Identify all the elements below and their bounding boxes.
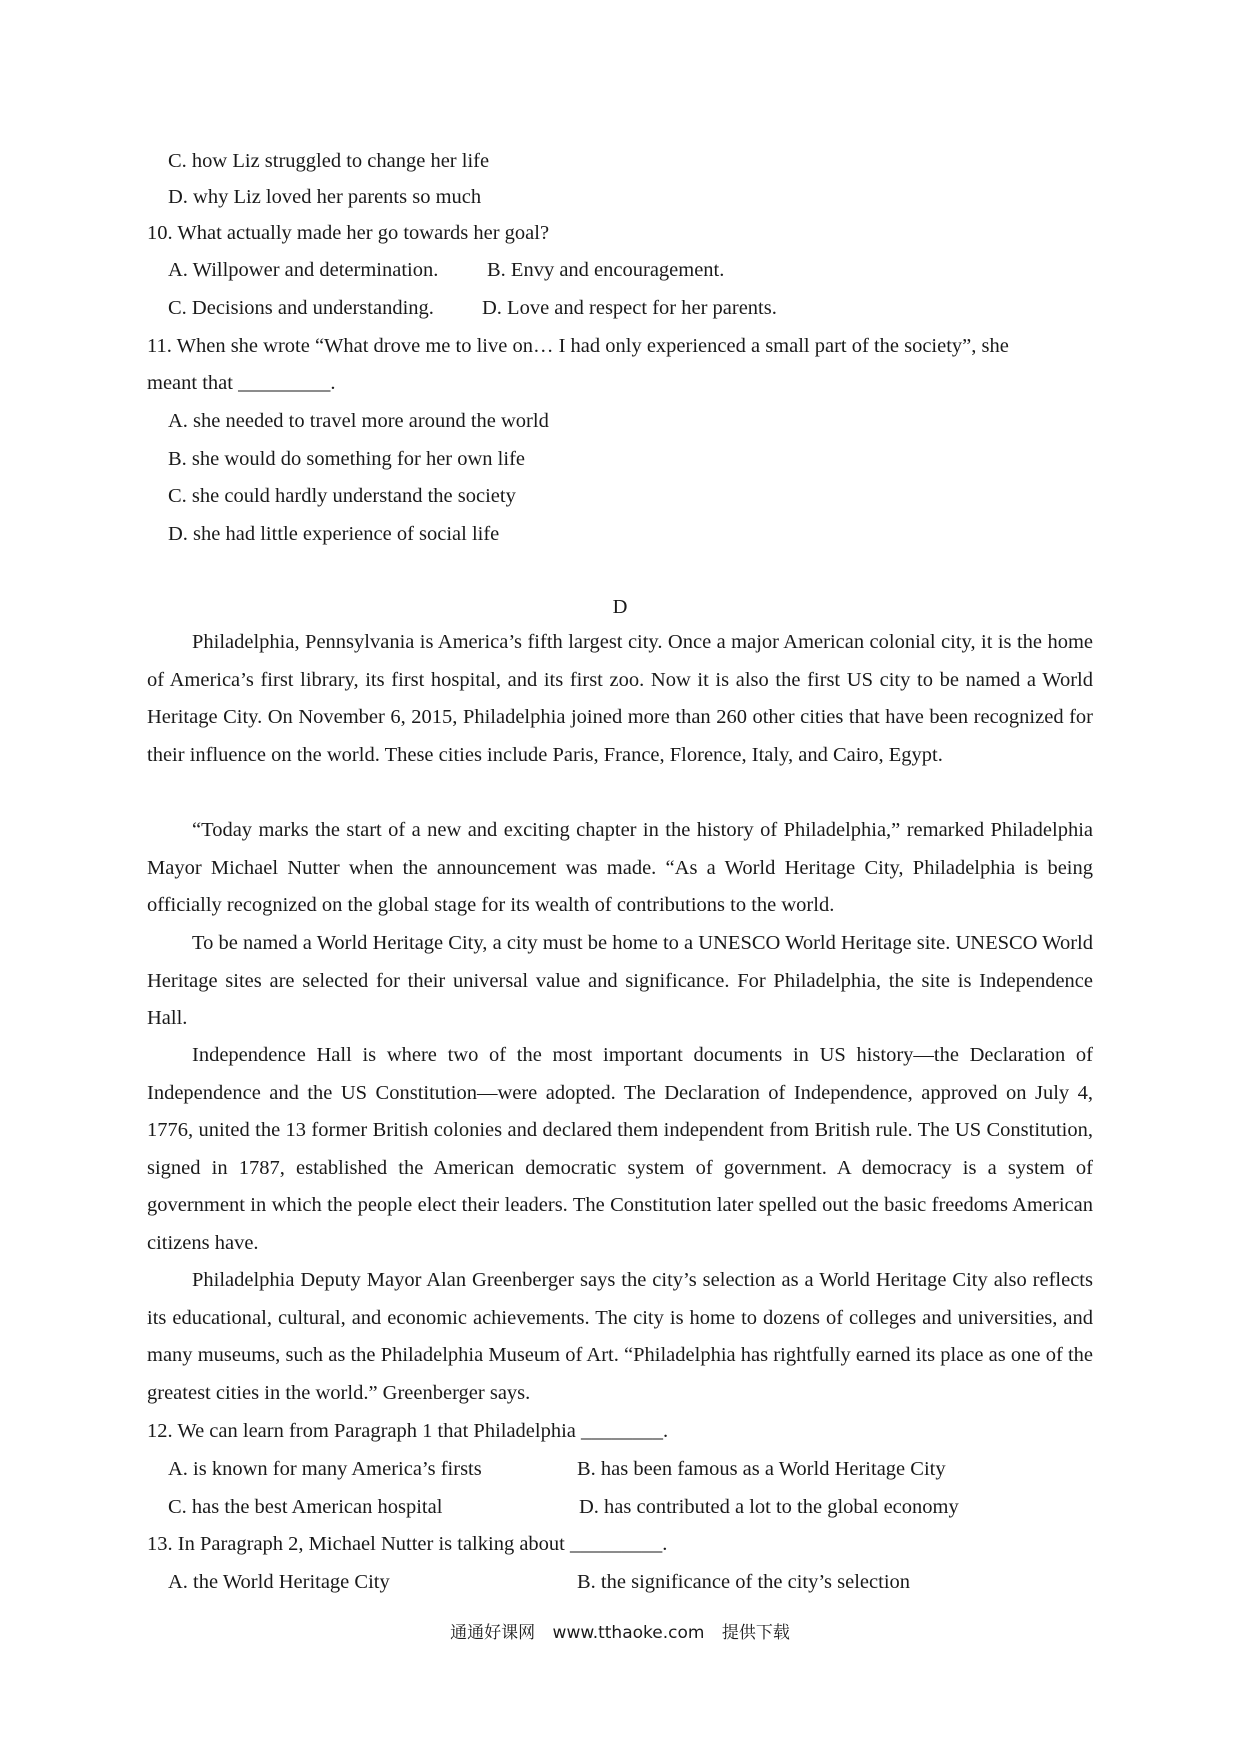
question-12-option-b: B. has been famous as a World Heritage City bbox=[577, 1458, 946, 1480]
option-c-prev: C. how Liz struggled to change her life bbox=[168, 150, 490, 172]
page-footer bbox=[0, 1618, 1240, 1643]
question-12-option-c: C. has the best American hospital bbox=[168, 1496, 443, 1518]
option-d-prev: D. why Liz loved her parents so much bbox=[168, 186, 482, 208]
question-13-option-a: A. the World Heritage City bbox=[168, 1571, 390, 1593]
footer-site-name: 通通好课网 bbox=[450, 1623, 536, 1643]
section-title: D bbox=[612, 596, 628, 618]
passage-paragraph-2: “Today marks the start of a new and exciting chapter in the history of Philadelphia,” remarked Philadelphia Mayor Michael Nutter when the announcement was made. “As a World Heritage City, Philadelphia is being officially recognized on the global stage for its wealth of contributions to the world. bbox=[147, 819, 1093, 917]
question-10-option-a: A. Willpower and determination. bbox=[168, 259, 439, 281]
question-10-stem: 10. What actually made her go towards her goal? bbox=[147, 222, 550, 244]
question-12-option-a: A. is known for many America’s firsts bbox=[168, 1458, 482, 1480]
footer-note: 提供下载 bbox=[721, 1623, 790, 1643]
question-12-stem: 12. We can learn from Paragraph 1 that Philadelphia ________. bbox=[147, 1420, 669, 1442]
question-10-option-c: C. Decisions and understanding. bbox=[168, 297, 434, 319]
question-13-stem: 13. In Paragraph 2, Michael Nutter is talking about _________. bbox=[147, 1533, 668, 1555]
question-11-option-a: A. she needed to travel more around the world bbox=[168, 410, 549, 432]
question-11-option-c: C. she could hardly understand the society bbox=[168, 485, 516, 507]
passage-paragraph-1: Philadelphia, Pennsylvania is America’s fifth largest city. Once a major American colonial city, it is the home of America’s first library, its first hospital, and its first zoo. Now it is also the first US city to be named a World Heritage City. On November 6, 2015, Philadelphia joined more than 260 other cities that have been recognized for their influence on the world. These cities include Paris, France, Florence, Italy, and Cairo, Egypt. bbox=[147, 631, 1093, 766]
question-10-option-d: D. Love and respect for her parents. bbox=[482, 297, 777, 319]
question-11-option-b: B. she would do something for her own life bbox=[168, 448, 525, 470]
question-11-stem-line2: meant that _________. bbox=[147, 372, 336, 394]
passage-paragraph-5: Philadelphia Deputy Mayor Alan Greenberger says the city’s selection as a World Heritage City also reflects its educational, cultural, and economic achievements. The city is home to dozens of colleges and universities, and many museums, such as the Philadelphia Museum of Art. “Philadelphia has rightfully earned its place as one of the greatest cities in the world.” Greenberger says. bbox=[147, 1269, 1093, 1404]
question-11-option-d: D. she had little experience of social life bbox=[168, 523, 500, 545]
question-12-option-d: D. has contributed a lot to the global economy bbox=[579, 1496, 959, 1518]
question-10-option-b: B. Envy and encouragement. bbox=[487, 259, 725, 281]
passage-paragraph-4: Independence Hall is where two of the most important documents in US history—the Declaration of Independence and the US Constitution—were adopted. The Declaration of Independence, approved on July 4, 1776, united the 13 former British colonies and declared them independent from British rule. The US Constitution, signed in 1787, established the American democratic system of government. A democracy is a system of government in which the people elect their leaders. The Constitution later spelled out the basic freedoms American citizens have. bbox=[147, 1044, 1093, 1254]
passage-paragraph-3: To be named a World Heritage City, a city must be home to a UNESCO World Heritage site. UNESCO World Heritage sites are selected for their universal value and significance. For Philadelphia, the site is Independence Hall. bbox=[147, 932, 1093, 1030]
footer-url: www.tthaoke.com bbox=[552, 1623, 705, 1643]
question-13-option-b: B. the significance of the city’s selection bbox=[577, 1571, 911, 1593]
question-11-stem-line1: 11. When she wrote “What drove me to live on… I had only experienced a small part of the society”, she bbox=[147, 335, 1009, 357]
